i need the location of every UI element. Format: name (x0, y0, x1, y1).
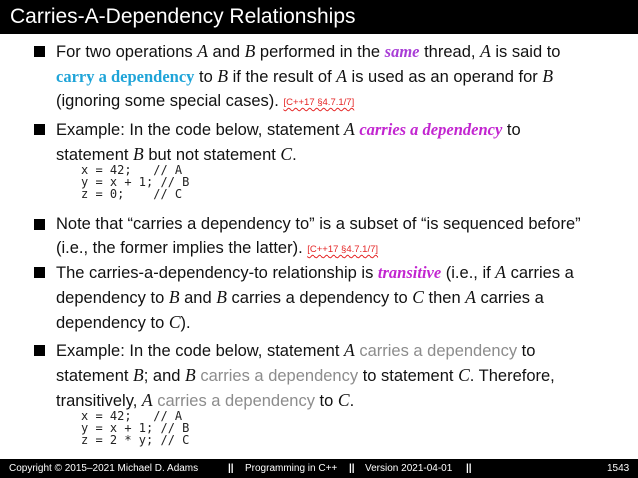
bullet-marker (34, 46, 45, 57)
carries-dependency-emphasis: carries a dependency (359, 120, 503, 139)
bullet-marker (34, 124, 45, 135)
footer-version: Version 2021-04-01 (365, 463, 453, 474)
carry-dependency-term: carry a dependency (56, 67, 195, 86)
bullet-2-text: Example: In the code below, statement A carries a dependency to statement B but not statement C. (56, 119, 521, 164)
same-keyword: same (384, 42, 420, 61)
transitive-emphasis: transitive (377, 263, 442, 282)
bullet-5-text: Example: In the code below, statement A carries a dependency to statement B; and B carries a dependency to statement C. Therefore, transitively, A carries a dependency to C. (56, 340, 555, 410)
bullet-marker (34, 267, 45, 278)
bullet-3-text: Note that “carries a dependency to” is a subset of “is sequenced before” (i.e., the former implies the latter). [C++17 §4.7.1/7] (56, 215, 581, 257)
footer-separator: || (228, 463, 234, 474)
footer-copyright: Copyright © 2015–2021 Michael D. Adams (9, 463, 199, 474)
bullet-1-text: For two operations A and B performed in the same thread, A is said to carry a dependency to B if the result of A is used as an operand for B (ignoring some special cases). [C++17 §4.7.1/7] (56, 41, 561, 110)
bullet-marker (34, 219, 45, 230)
footer-course: Programming in C++ (245, 463, 338, 474)
bullet-marker (34, 345, 45, 356)
title-bar (0, 0, 638, 34)
slide-title: Carries-A-Dependency Relationships (10, 5, 356, 28)
code-block-2: x = 42; // A y = x + 1; // B z = 2 * y; // C (81, 409, 190, 447)
standard-reference-link[interactable]: [C++17 §4.7.1/7] (283, 97, 355, 108)
bullet-4-text: The carries-a-dependency-to relationship is transitive (i.e., if A carries a dependency to B and B carries a dependency to C then A carries a dependency to C). (56, 262, 574, 332)
footer-separator: || (466, 463, 472, 474)
page-number: 1543 (607, 463, 630, 474)
footer-bar (0, 459, 638, 478)
standard-reference-link[interactable]: [C++17 §4.7.1/7] (307, 244, 379, 255)
footer-separator: || (349, 463, 355, 474)
code-block-1: x = 42; // A y = x + 1; // B z = 0; // C (81, 163, 190, 201)
